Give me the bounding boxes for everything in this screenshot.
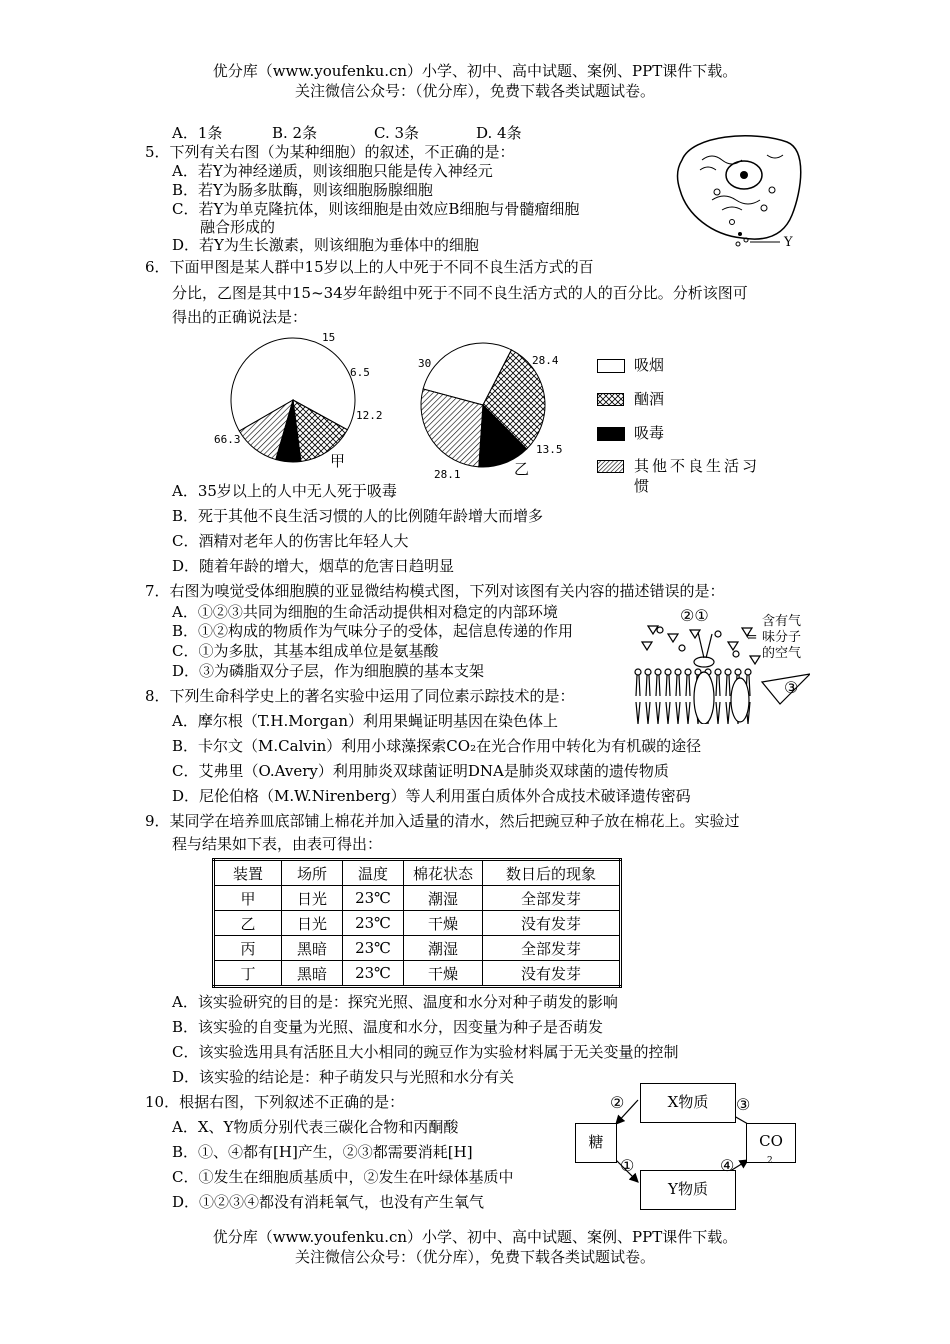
lipid-tail (686, 675, 690, 696)
q8-option-c: C．艾弗里（O.Avery）利用肺炎双球菌证明DNA是肺炎双球菌的遗传物质 (172, 762, 669, 780)
q6-option-a: A．35岁以上的人中无人死于吸毒 (172, 482, 397, 500)
q6-stem-3: 得出的正确说法是： (172, 308, 308, 326)
q6-option-d: D．随着年龄的增大，烟草的危害日趋明显 (172, 557, 455, 575)
footer-line-1: 优分库（www.youfenku.cn）小学、初中、高中试题、案例、PPT课件下载。 (212, 1228, 738, 1246)
q5-option-c: C．若Y为单克隆抗体，则该细胞是由效应B细胞与骨髓瘤细胞 (172, 200, 580, 218)
q8-stem: 8．下列生命科学史上的著名实验中运用了同位素示踪技术的是： (145, 687, 575, 705)
membrane-label-3: ③ (784, 678, 799, 697)
q9-option-b: B．该实验的自变量为光照、温度和水分，因变量为种子是否萌发 (172, 1018, 604, 1036)
lipid-tail (676, 675, 680, 696)
q5-option-c-cont: 融合形成的 (200, 218, 276, 236)
lipid-head (735, 669, 741, 675)
q6-option-c: C．酒精对老年人的伤害比年轻人大 (172, 532, 409, 550)
table-cell: 黑暗 (282, 936, 343, 961)
membrane-air-label-3: 的空气 (762, 646, 802, 661)
table-cell: 丁 (214, 961, 282, 987)
table-cell: 干燥 (404, 961, 483, 987)
q7-option-a: A．①②③共同为细胞的生命活动提供相对稳定的内部环境 (172, 603, 558, 621)
membrane-label-2-1: ②① (680, 606, 709, 625)
lipid-head (675, 669, 681, 675)
legend-label-smoking: 吸烟 (634, 356, 665, 374)
table-cell: 日光 (282, 886, 343, 911)
pie2-label-30: 30 (418, 357, 432, 370)
step-4-label: ④ (720, 1156, 735, 1175)
legend-swatch-other (597, 460, 625, 474)
table-row (214, 886, 621, 911)
q10-option-a: A．X、Y物质分别代表三碳化合物和丙酮酸 (172, 1118, 459, 1136)
lipid-tail (646, 675, 650, 696)
lipid-head (685, 669, 691, 675)
header-line-1: 优分库（www.youfenku.cn）小学、初中、高中试题、案例、PPT课件下载。 (212, 62, 738, 80)
pie2-label-28-4: 28.4 (532, 354, 559, 367)
co2-subscript: 2 (767, 1156, 773, 1166)
lipid-tail (666, 702, 670, 724)
lipid-tail (656, 675, 660, 696)
step-2-label: ② (610, 1093, 625, 1112)
table-cell: 没有发芽 (483, 911, 621, 936)
q5-option-d: D．若Y为生长激素，则该细胞为垂体中的细胞 (172, 236, 479, 254)
table-header: 温度 (343, 860, 404, 886)
table-header: 数日后的现象 (483, 860, 621, 886)
table-cell: 没有发芽 (483, 961, 621, 987)
lipid-tail (686, 702, 690, 724)
table-header: 场所 (282, 860, 343, 886)
q4-option-c: C. 3条 (374, 124, 420, 142)
lipid-head (745, 669, 751, 675)
lipid-tail (636, 675, 640, 696)
pie1-label-15: 15 (322, 331, 336, 344)
legend-swatch-smoking (597, 359, 625, 373)
pie1-title: 甲 (330, 452, 346, 470)
pie2-label-13-5: 13.5 (536, 443, 563, 456)
membrane-air-label-1: 含有气 (762, 614, 802, 629)
q9-option-d: D．该实验的结论是：种子萌发只与光照和水分有关 (172, 1068, 515, 1086)
q6-option-b: B．死于其他不良生活习惯的人的比例随年龄增大而增多 (172, 507, 544, 525)
q5-option-a: A．若Y为神经递质，则该细胞只能是传入神经元 (172, 162, 493, 180)
table-cell: 潮湿 (404, 886, 483, 911)
q10-option-c: C．①发生在细胞质基质中，②发生在叶绿体基质中 (172, 1168, 514, 1186)
q7-stem: 7．右图为嗅觉受体细胞膜的亚显微结构模式图，下列对该图有关内容的描述错误的是： (145, 582, 725, 600)
y-substance-box: Y物质 (640, 1170, 736, 1210)
lipid-tail (726, 702, 730, 724)
table-header: 装置 (214, 860, 282, 886)
legend-label-other-cont: 惯 (634, 477, 650, 495)
table-cell: 潮湿 (404, 936, 483, 961)
table-cell: 23℃ (343, 911, 404, 936)
pie-yi (421, 343, 545, 467)
table-cell: 全部发芽 (483, 886, 621, 911)
table-cell: 丙 (214, 936, 282, 961)
legend-swatch-drugs (597, 427, 625, 441)
q6-stem-1: 6．下面甲图是某人群中15岁以上的人中死于不同不良生活方式的百 (145, 258, 594, 276)
lipid-tail (716, 702, 720, 724)
q4-option-b: B. 2条 (272, 124, 318, 142)
legend-label-drugs: 吸毒 (634, 424, 665, 442)
table-cell: 黑暗 (282, 961, 343, 987)
pie1-label-12-2: 12.2 (356, 409, 383, 422)
table-cell: 乙 (214, 911, 282, 936)
membrane-air-label-2: 味分子 (762, 630, 802, 645)
lipid-head (725, 669, 731, 675)
pie2-label-28-1: 28.1 (434, 468, 461, 481)
q7-option-c: C．①为多肽，其基本组成单位是氨基酸 (172, 642, 439, 660)
legend-swatch-alcohol (597, 393, 625, 407)
lipid-tail (646, 702, 650, 724)
table-row (214, 936, 621, 961)
membrane-protein (694, 672, 714, 724)
q10-option-d: D．①②③④都没有消耗氧气，也没有产生氧气 (172, 1193, 485, 1211)
q8-option-a: A．摩尔根（T.H.Morgan）利用果蝇证明基因在染色体上 (172, 712, 559, 730)
footer-line-2: 关注微信公众号：（优分库），免费下载各类试题试卷。 (294, 1248, 655, 1266)
table-cell: 日光 (282, 911, 343, 936)
q8-option-b: B．卡尔文（M.Calvin）利用小球藻探索CO₂在光合作用中转化为有机碳的途径 (172, 737, 702, 755)
q4-option-a: A．1条 (172, 124, 223, 142)
lipid-tail (716, 675, 720, 696)
lipid-head (645, 669, 651, 675)
q9-option-c: C．该实验选用具有活胚且大小相同的豌豆作为实验材料属于无关变量的控制 (172, 1043, 679, 1061)
table-header-row (214, 860, 621, 886)
lipid-head (665, 669, 671, 675)
cell-label-y: Y (784, 235, 793, 250)
legend-label-alcohol: 酗酒 (634, 390, 665, 408)
pie-charts (195, 325, 595, 480)
table-cell: 23℃ (343, 886, 404, 911)
table-cell: 甲 (214, 886, 282, 911)
pie2-title: 乙 (514, 460, 530, 478)
step-1-label: ① (620, 1156, 635, 1175)
q5-option-b: B．若Y为肠多肽酶，则该细胞肠腺细胞 (172, 181, 433, 199)
legend-label-other: 其他不良生活习 (634, 457, 761, 475)
table-row (214, 911, 621, 936)
q6-stem-2: 分比，乙图是其中15~34岁年龄组中死于不同不良生活方式的人的百分比。分析该图可 (172, 284, 748, 302)
q9-stem-2: 程与结果如下表，由表可得出： (172, 835, 383, 853)
q10-option-b: B．①、④都有[H]产生，②③都需要消耗[H] (172, 1143, 473, 1161)
lipid-tail (726, 675, 730, 696)
membrane-arrow-icon: ⇐ (746, 630, 757, 645)
table-cell: 23℃ (343, 936, 404, 961)
lipid-head (715, 669, 721, 675)
co2-label: CO (759, 1132, 783, 1150)
q4-option-d: D. 4条 (476, 124, 522, 142)
table-cell: 23℃ (343, 961, 404, 987)
table-cell: 干燥 (404, 911, 483, 936)
q5-stem: 5．下列有关右图（为某种细胞）的叙述，不正确的是： (145, 143, 515, 161)
pie1-label-6-5: 6.5 (350, 366, 370, 379)
lipid-head (655, 669, 661, 675)
experiment-table (212, 858, 622, 988)
pie1-label-66-3: 66.3 (214, 433, 241, 446)
step-3-label: ③ (736, 1095, 751, 1114)
lipid-head (635, 669, 641, 675)
x-substance-box: X物质 (640, 1083, 736, 1123)
table-header: 棉花状态 (404, 860, 483, 886)
pie-jia (231, 338, 355, 462)
lipid-tail (666, 675, 670, 696)
header-line-2: 关注微信公众号：（优分库），免费下载各类试题试卷。 (294, 82, 655, 100)
q8-option-d: D．尼伦伯格（M.W.Nirenberg）等人利用蛋白质体外合成技术破译遗传密码 (172, 787, 691, 805)
lipid-tail (656, 702, 660, 724)
q7-option-b: B．①②构成的物质作为气味分子的受体，起信息传递的作用 (172, 622, 574, 640)
lipid-tail (636, 702, 640, 724)
table-row (214, 961, 621, 987)
q10-stem: 10．根据右图，下列叙述不正确的是： (145, 1093, 405, 1111)
q9-stem-1: 9．某同学在培养皿底部铺上棉花并加入适量的清水，然后把豌豆种子放在棉花上。实验过 (145, 812, 740, 830)
table-cell: 全部发芽 (483, 936, 621, 961)
membrane-protein (731, 678, 749, 722)
lipid-tail (676, 702, 680, 724)
sugar-box: 糖 (575, 1123, 617, 1163)
q9-option-a: A．该实验研究的目的是：探究光照、温度和水分对种子萌发的影响 (172, 993, 618, 1011)
q7-option-d: D．③为磷脂双分子层，作为细胞膜的基本支架 (172, 662, 485, 680)
